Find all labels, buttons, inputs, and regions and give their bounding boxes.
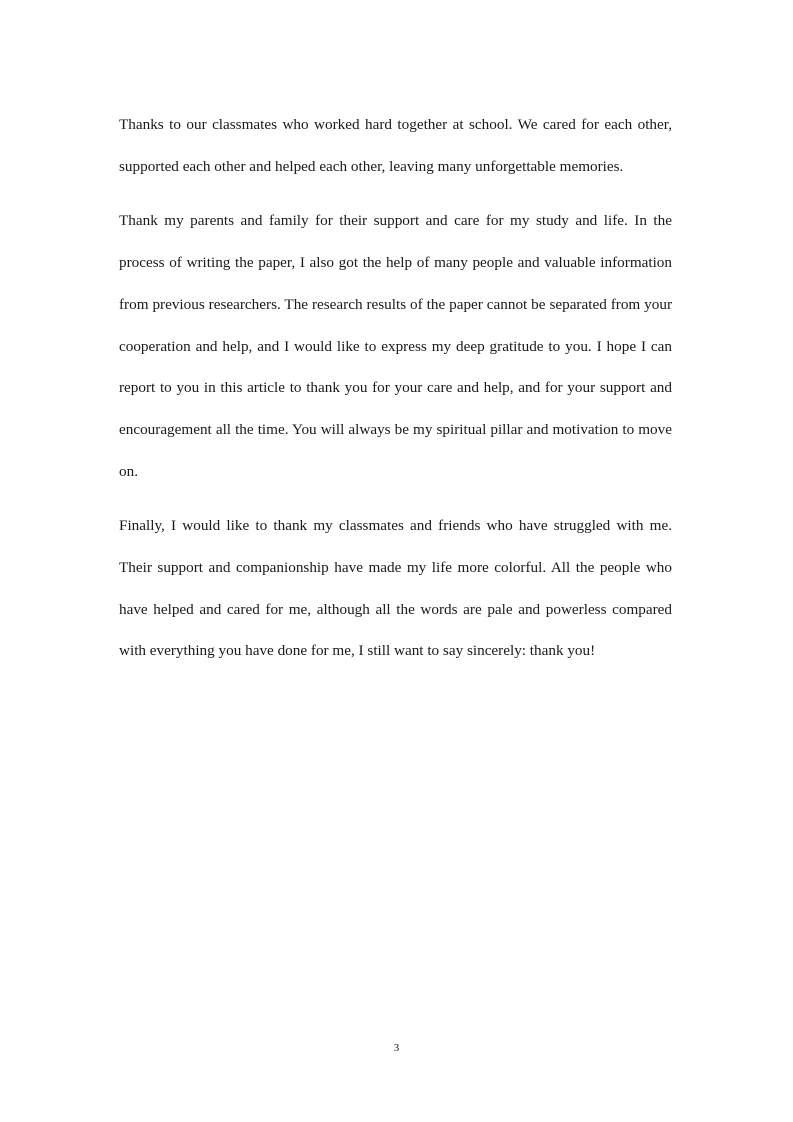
- paragraph-family-thanks: Thank my parents and family for their support and care for my study and life. In the process of writing the paper, I also got the help of many people and valuable information from previous researchers. The research results of the paper cannot be separated from your cooperation and help, and I would like to express my deep gratitude to you. I hope I can report to you in this article to thank you for your care and help, and for your support and encouragement all the time. You will always be my spiritual pillar and motivation to move on.: [119, 212, 672, 480]
- body-text: [119, 104, 672, 685]
- page-number: 3: [393, 1042, 400, 1054]
- paragraph-final-thanks: Finally, I would like to thank my classmates and friends who have struggled with me. Their support and companionship have made my life more colorful. All the people who have helped and cared for me, although all the words are pale and powerless compared with everything you have done for me, I still want to say sincerely: thank you!: [119, 517, 672, 660]
- paragraph-classmates-thanks: Thanks to our classmates who worked hard together at school. We cared for each other, supported each other and helped each other, leaving many unforgettable memories.: [119, 116, 672, 175]
